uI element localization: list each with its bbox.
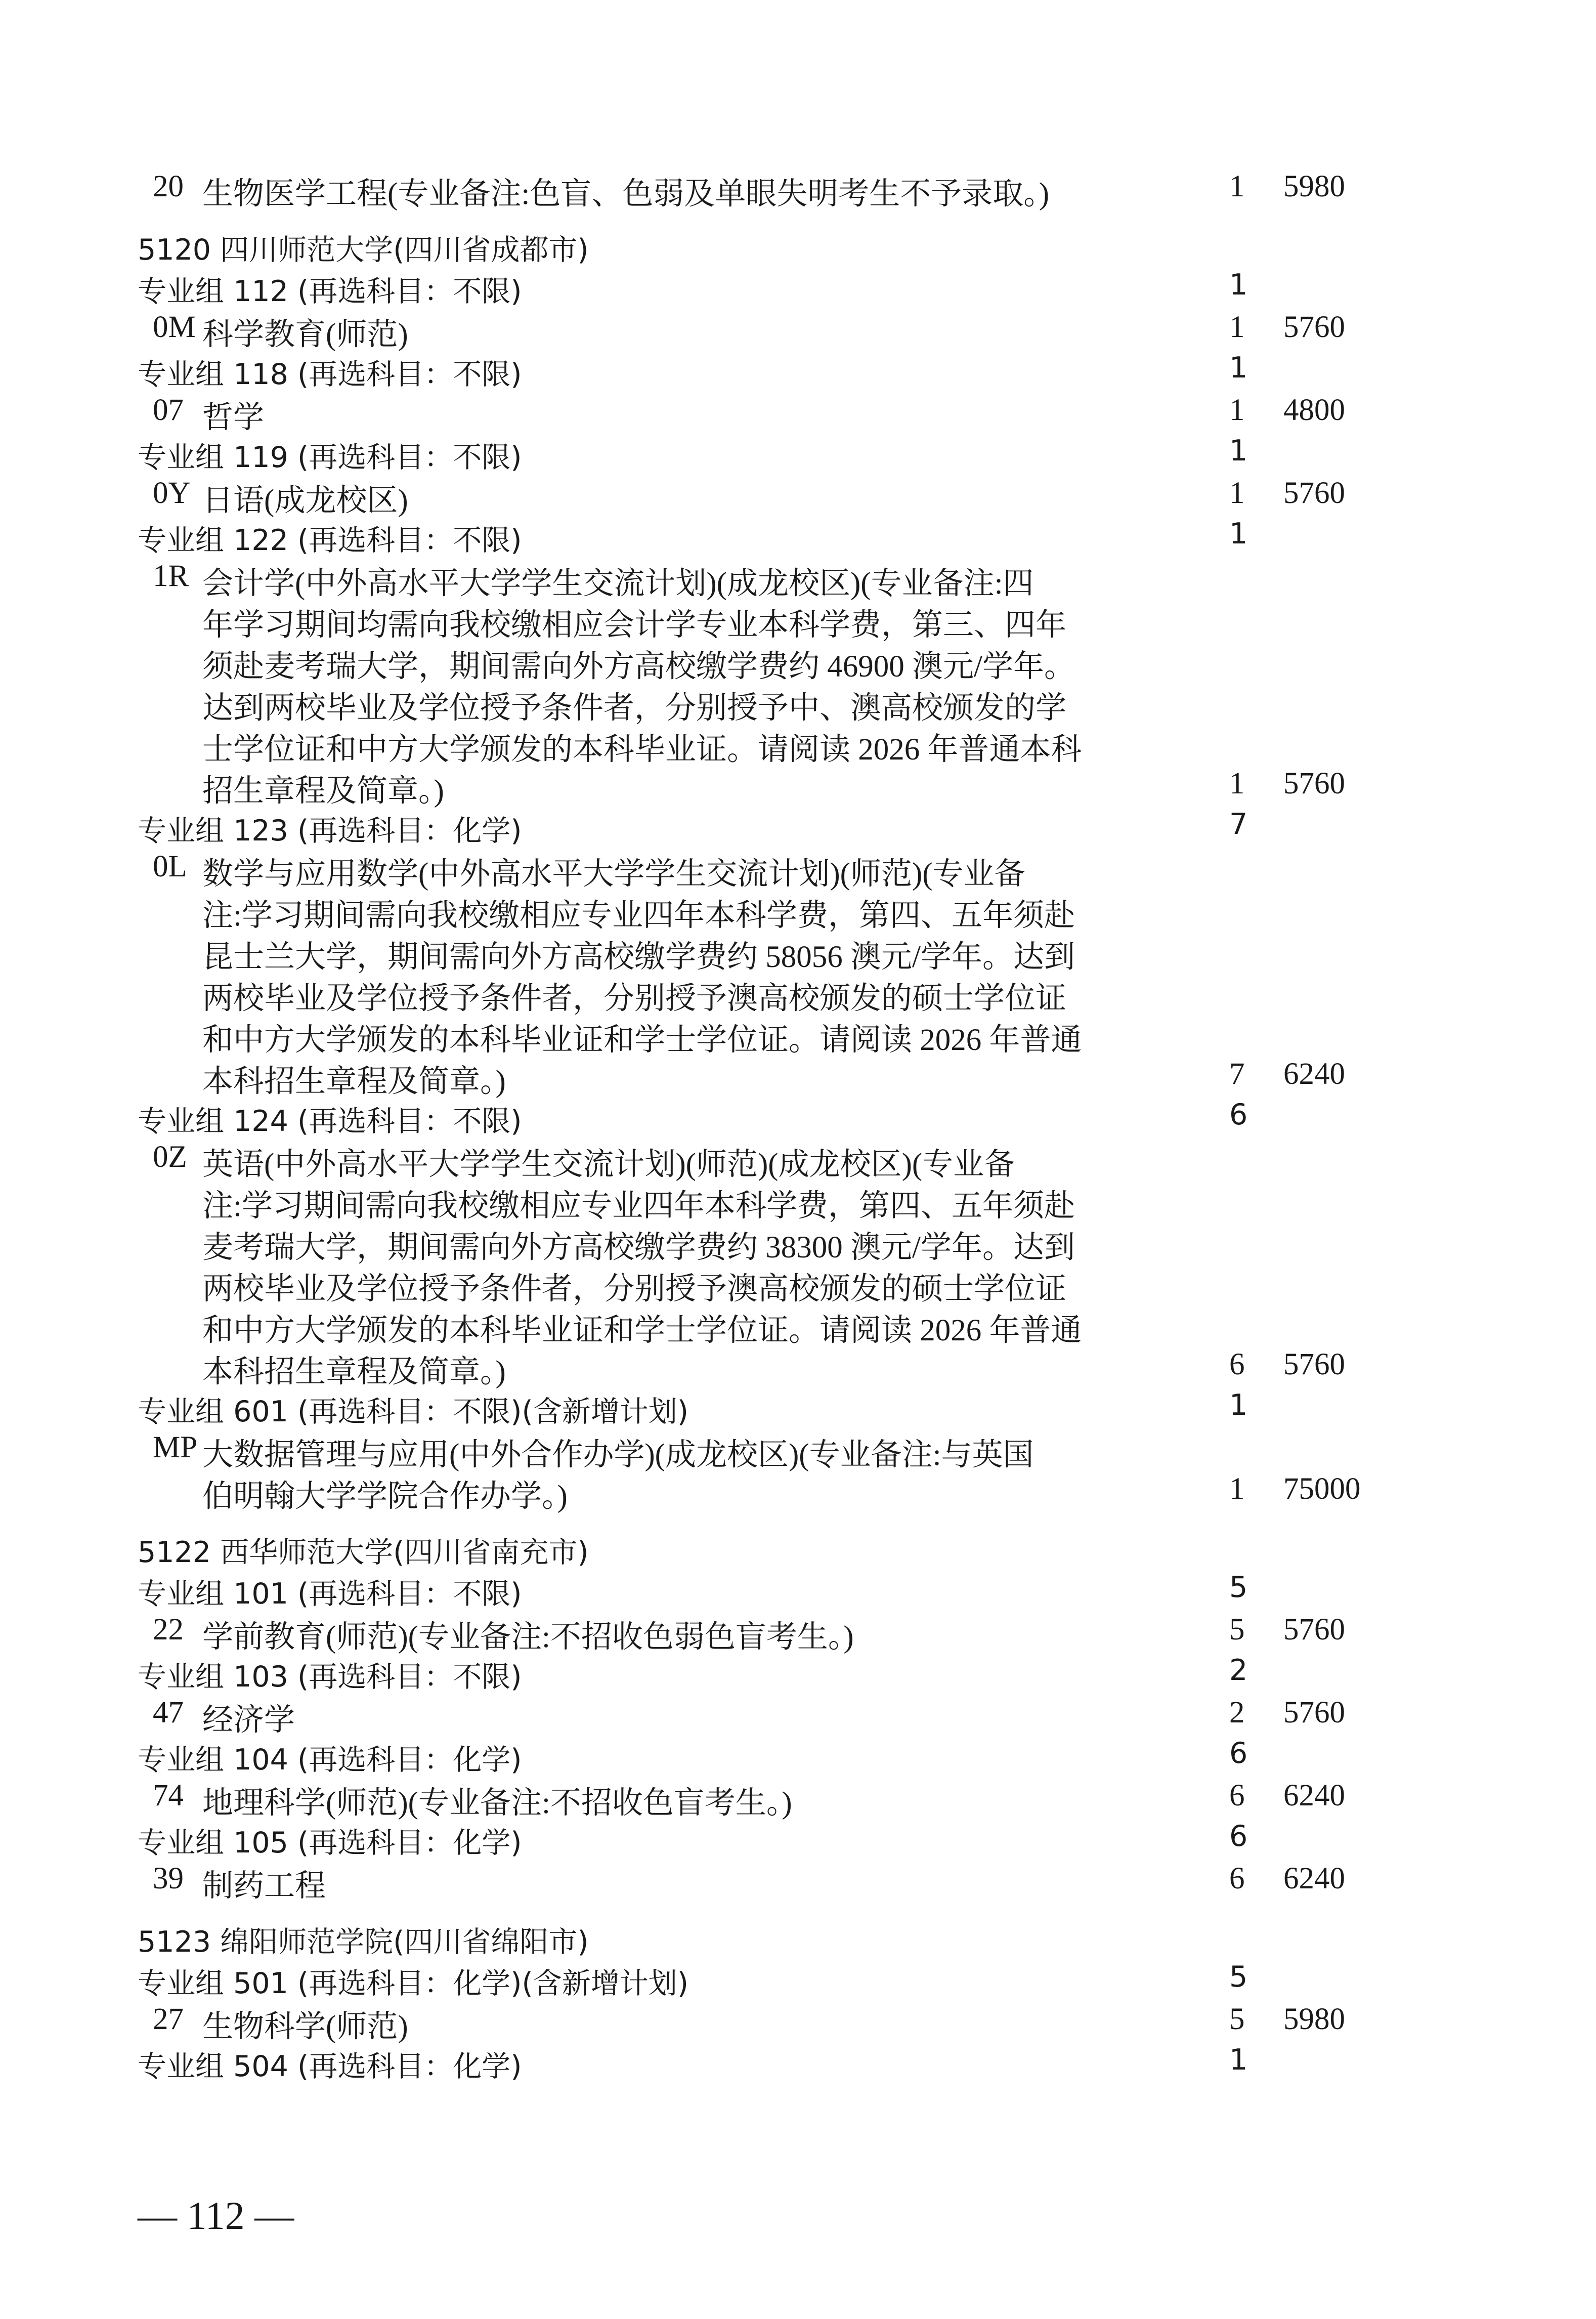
major-row <box>0 1430 1596 1471</box>
plan-count: 6 <box>1229 1820 1248 1853</box>
major-row <box>0 476 1596 517</box>
major-note-text: 两校毕业及学位授予条件者，分别授予澳高校颁发的硕士学位证 <box>202 982 1067 1016</box>
major-note-text: 注:学习期间需向我校缴相应专业四年本科学费，第四、五年须赴 <box>202 1189 1075 1223</box>
plan-count: 6 <box>1229 1862 1245 1895</box>
major-note-text: 年学习期间均需向我校缴相应会计学专业本科学费，第三、四年 <box>202 608 1067 642</box>
major-note-continuation <box>0 766 1596 808</box>
plan-count: 1 <box>1229 517 1248 551</box>
major-note-continuation <box>0 1181 1596 1222</box>
major-note-continuation <box>0 1264 1596 1305</box>
plan-count: 1 <box>1229 351 1248 385</box>
tuition-fee: 5760 <box>1283 476 1345 510</box>
major-name: 大数据管理与应用(中外合作办学)(成龙校区)(专业备注:与英国 <box>202 1438 1034 1472</box>
major-note-continuation <box>0 683 1596 725</box>
major-group-row <box>0 2043 1596 2085</box>
plan-count: 5 <box>1229 1960 1248 1994</box>
school-header <box>0 1919 1596 1960</box>
major-group-row <box>0 1960 1596 2002</box>
major-note-text: 注:学习期间需向我校缴相应专业四年本科学费，第四、五年须赴 <box>202 899 1075 933</box>
tuition-fee: 5980 <box>1283 2002 1345 2036</box>
major-note-text: 伯明翰大学学院合作办学。) <box>202 1480 568 1513</box>
plan-count: 1 <box>1229 268 1248 302</box>
group-label: 专业组 601 (再选科目：不限)(含新增计划) <box>138 1395 688 1428</box>
major-name: 日语(成龙校区) <box>202 484 408 518</box>
major-code: 27 <box>153 2002 184 2036</box>
major-code: 07 <box>153 393 184 427</box>
school-header <box>0 227 1596 268</box>
major-note-text: 昆士兰大学，期间需向外方高校缴学费约 58056 澳元/学年。达到 <box>202 940 1075 974</box>
plan-count: 1 <box>1229 170 1245 203</box>
page-number: — 112 — <box>138 2194 294 2238</box>
major-note-continuation <box>0 1471 1596 1513</box>
tuition-fee: 5760 <box>1283 1347 1345 1381</box>
major-note-text: 达到两校毕业及学位授予条件者，分别授予中、澳高校颁发的学 <box>202 691 1067 725</box>
major-row <box>0 559 1596 600</box>
group-label: 专业组 101 (再选科目：不限) <box>138 1577 522 1611</box>
major-note-text: 士学位证和中方大学颁发的本科毕业证。请阅读 2026 年普通本科 <box>202 733 1082 767</box>
major-row <box>0 1778 1596 1820</box>
major-group-row <box>0 1654 1596 1695</box>
major-row <box>0 393 1596 434</box>
major-row <box>0 1695 1596 1737</box>
major-group-row <box>0 1820 1596 1861</box>
major-name: 学前教育(师范)(专业备注:不招收色弱色盲考生。) <box>202 1620 854 1654</box>
major-code: 74 <box>153 1779 184 1812</box>
major-name: 地理科学(师范)(专业备注:不招收色盲考生。) <box>202 1786 792 1820</box>
major-row <box>0 849 1596 891</box>
plan-count: 5 <box>1229 1613 1245 1647</box>
major-note-continuation <box>0 974 1596 1015</box>
plan-count: 7 <box>1229 808 1248 841</box>
major-note-continuation <box>0 1015 1596 1057</box>
group-label: 专业组 103 (再选科目：不限) <box>138 1660 522 1694</box>
tuition-fee: 5760 <box>1283 310 1345 344</box>
major-code: 1R <box>153 559 189 593</box>
tuition-fee: 6240 <box>1283 1779 1345 1812</box>
group-label: 专业组 123 (再选科目：化学) <box>138 814 522 848</box>
plan-count: 1 <box>1229 2043 1248 2077</box>
major-code: 47 <box>153 1696 184 1730</box>
major-code: 0M <box>153 310 196 344</box>
major-group-row <box>0 1737 1596 1778</box>
tuition-fee: 5980 <box>1283 170 1345 203</box>
major-code: 39 <box>153 1862 184 1895</box>
group-label: 专业组 104 (再选科目：化学) <box>138 1743 522 1777</box>
group-label: 专业组 118 (再选科目：不限) <box>138 358 522 391</box>
tuition-fee: 5760 <box>1283 1696 1345 1730</box>
major-note-text: 和中方大学颁发的本科毕业证和学士学位证。请阅读 2026 年普通 <box>202 1314 1082 1347</box>
major-row <box>0 310 1596 351</box>
plan-count: 5 <box>1229 1571 1248 1604</box>
tuition-fee: 6240 <box>1283 1862 1345 1895</box>
group-label: 专业组 501 (再选科目：化学)(含新增计划) <box>138 1967 688 2000</box>
major-note-continuation <box>0 600 1596 642</box>
plan-count: 2 <box>1229 1654 1248 1687</box>
group-label: 专业组 122 (再选科目：不限) <box>138 524 522 557</box>
major-group-row <box>0 268 1596 310</box>
major-group-row <box>0 351 1596 393</box>
major-group-row <box>0 1388 1596 1430</box>
major-row <box>0 1861 1596 1903</box>
plan-count: 6 <box>1229 1347 1245 1381</box>
major-note-continuation <box>0 1222 1596 1264</box>
major-group-row <box>0 1098 1596 1140</box>
major-name: 英语(中外高水平大学学生交流计划)(师范)(成龙校区)(专业备 <box>202 1148 1015 1182</box>
group-label: 专业组 124 (再选科目：不限) <box>138 1105 522 1138</box>
major-note-continuation <box>0 932 1596 974</box>
major-group-row <box>0 808 1596 849</box>
major-note-continuation <box>0 1347 1596 1388</box>
group-label: 专业组 105 (再选科目：化学) <box>138 1826 522 1860</box>
plan-count: 6 <box>1229 1737 1248 1770</box>
major-row <box>0 1140 1596 1181</box>
major-code: 0Y <box>153 476 191 510</box>
plan-count: 5 <box>1229 2002 1245 2036</box>
tuition-fee: 4800 <box>1283 393 1345 427</box>
major-name: 生物医学工程(专业备注:色盲、色弱及单眼失明考生不予录取。) <box>202 177 1050 211</box>
major-row <box>0 169 1596 210</box>
major-note-text: 本科招生章程及简章。) <box>202 1355 506 1389</box>
major-note-text: 招生章程及简章。) <box>202 774 444 808</box>
school-name: 5123 绵阳师范学院(四川省绵阳市) <box>138 1925 589 1959</box>
plan-count: 1 <box>1229 393 1245 427</box>
tuition-fee: 5760 <box>1283 1613 1345 1647</box>
major-name: 生物科学(师范) <box>202 2010 408 2044</box>
major-note-text: 麦考瑞大学，期间需向外方高校缴学费约 38300 澳元/学年。达到 <box>202 1231 1075 1264</box>
plan-count: 1 <box>1229 1472 1245 1506</box>
major-code: 0L <box>153 850 187 883</box>
plan-count: 6 <box>1229 1098 1248 1131</box>
major-name: 会计学(中外高水平大学学生交流计划)(成龙校区)(专业备注:四 <box>202 567 1034 601</box>
major-code: 22 <box>153 1613 184 1647</box>
plan-count: 1 <box>1229 434 1248 468</box>
plan-count: 1 <box>1229 310 1245 344</box>
major-note-continuation <box>0 1057 1596 1098</box>
tuition-fee: 75000 <box>1283 1472 1361 1506</box>
major-code: MP <box>153 1430 198 1464</box>
major-code: 0Z <box>153 1140 187 1174</box>
plan-count: 1 <box>1229 476 1245 510</box>
school-name: 5122 西华师范大学(四川省南充市) <box>138 1536 589 1569</box>
major-row <box>0 2002 1596 2043</box>
major-name: 哲学 <box>202 401 265 435</box>
major-group-row <box>0 1571 1596 1612</box>
major-note-text: 本科招生章程及简章。) <box>202 1065 506 1099</box>
tuition-fee: 6240 <box>1283 1057 1345 1091</box>
group-label: 专业组 504 (再选科目：化学) <box>138 2050 522 2083</box>
major-name: 制药工程 <box>202 1869 326 1903</box>
major-note-text: 两校毕业及学位授予条件者，分别授予澳高校颁发的硕士学位证 <box>202 1272 1067 1306</box>
major-group-row <box>0 434 1596 476</box>
plan-count: 1 <box>1229 767 1245 800</box>
group-label: 专业组 119 (再选科目：不限) <box>138 441 522 474</box>
major-note-text: 和中方大学颁发的本科毕业证和学士学位证。请阅读 2026 年普通 <box>202 1023 1082 1057</box>
major-name: 数学与应用数学(中外高水平大学学生交流计划)(师范)(专业备 <box>202 857 1025 891</box>
major-name: 科学教育(师范) <box>202 318 408 352</box>
major-row <box>0 1612 1596 1654</box>
major-name: 经济学 <box>202 1703 295 1737</box>
major-note-continuation <box>0 1305 1596 1347</box>
plan-count: 6 <box>1229 1779 1245 1812</box>
plan-count: 1 <box>1229 1388 1248 1422</box>
school-name: 5120 四川师范大学(四川省成都市) <box>138 233 589 267</box>
plan-count: 7 <box>1229 1057 1245 1091</box>
group-label: 专业组 112 (再选科目：不限) <box>138 275 522 308</box>
major-note-text: 须赴麦考瑞大学，期间需向外方高校缴学费约 46900 澳元/学年。 <box>202 650 1075 684</box>
major-group-row <box>0 517 1596 559</box>
major-note-continuation <box>0 725 1596 766</box>
tuition-fee: 5760 <box>1283 767 1345 800</box>
major-code: 20 <box>153 170 184 203</box>
school-header <box>0 1529 1596 1571</box>
major-note-continuation <box>0 891 1596 932</box>
major-note-continuation <box>0 642 1596 683</box>
plan-count: 2 <box>1229 1696 1245 1730</box>
